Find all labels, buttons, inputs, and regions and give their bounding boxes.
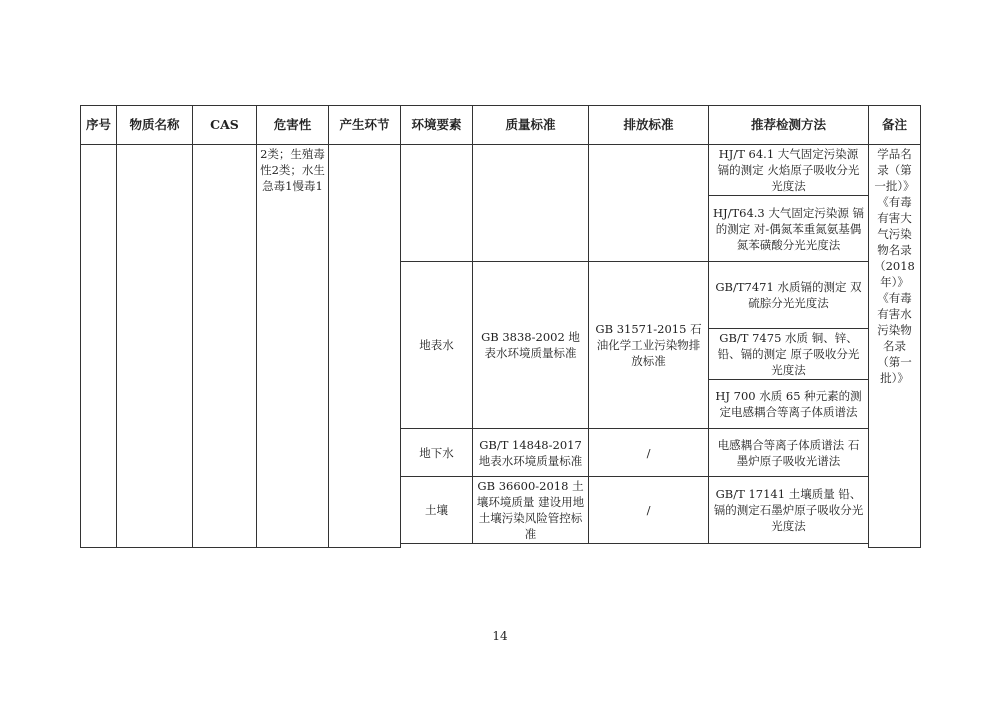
header-env: 环境要素: [401, 106, 473, 145]
standards-table: [80, 105, 921, 548]
soil-env: 土壤: [401, 477, 473, 544]
header-emission: 排放标准: [589, 106, 709, 145]
process-cell: [329, 145, 401, 548]
cas-cell: [193, 145, 257, 548]
header-method: 推荐检测方法: [709, 106, 869, 145]
header-quality: 质量标准: [473, 106, 589, 145]
header-hazard: 危害性: [257, 106, 329, 145]
remark-cell: 学品名录（第一批）》《有毒有害大气污染物名录（2018年）》《有毒有害水污染物名录（第一批）》: [869, 145, 921, 548]
surface-water-method-3: HJ 700 水质 65 种元素的测定电感耦合等离子体质谱法: [709, 380, 869, 429]
air-quality-cell: [473, 145, 589, 262]
groundwater-env: 地下水: [401, 429, 473, 477]
header-remark: 备注: [869, 106, 921, 145]
name-cell: [117, 145, 193, 548]
header-seq: 序号: [81, 106, 117, 145]
soil-emission: /: [589, 477, 709, 544]
groundwater-quality: GB/T 14848-2017 地表水环境质量标准: [473, 429, 589, 477]
seq-cell: [81, 145, 117, 548]
header-name: 物质名称: [117, 106, 193, 145]
spacer-cell: [401, 546, 869, 548]
air-emission-cell: [589, 145, 709, 262]
surface-water-quality: GB 3838-2002 地表水环境质量标准: [473, 262, 589, 429]
header-row: [81, 106, 921, 145]
hazard-cell: 2类；生殖毒性2类；水生急毒1慢毒1: [257, 145, 329, 548]
soil-method: GB/T 17141 土壤质量 铅、镉的测定石墨炉原子吸收分光光度法: [709, 477, 869, 544]
header-process: 产生环节: [329, 106, 401, 145]
groundwater-method: 电感耦合等离子体质谱法 石墨炉原子吸收光谱法: [709, 429, 869, 477]
air-method-2: HJ/T64.3 大气固定污染源 镉的测定 对-偶氮苯重氮氨基偶氮苯磺酸分光光度法: [709, 196, 869, 262]
surface-water-method-2: GB/T 7475 水质 铜、锌、铅、镉的测定 原子吸收分光光度法: [709, 329, 869, 380]
table-row: [81, 145, 921, 196]
air-env-cell: [401, 145, 473, 262]
air-method-1: HJ/T 64.1 大气固定污染源 镉的测定 火焰原子吸收分光光度法: [709, 145, 869, 196]
surface-water-emission: GB 31571-2015 石油化学工业污染物排放标准: [589, 262, 709, 429]
surface-water-env: 地表水: [401, 262, 473, 429]
surface-water-method-1: GB/T7471 水质镉的测定 双硫腙分光光度法: [709, 262, 869, 329]
header-cas: CAS: [193, 106, 257, 145]
soil-quality: GB 36600-2018 土壤环境质量 建设用地土壤污染风险管控标准: [473, 477, 589, 544]
groundwater-emission: /: [589, 429, 709, 477]
page-number: 14: [492, 629, 508, 643]
